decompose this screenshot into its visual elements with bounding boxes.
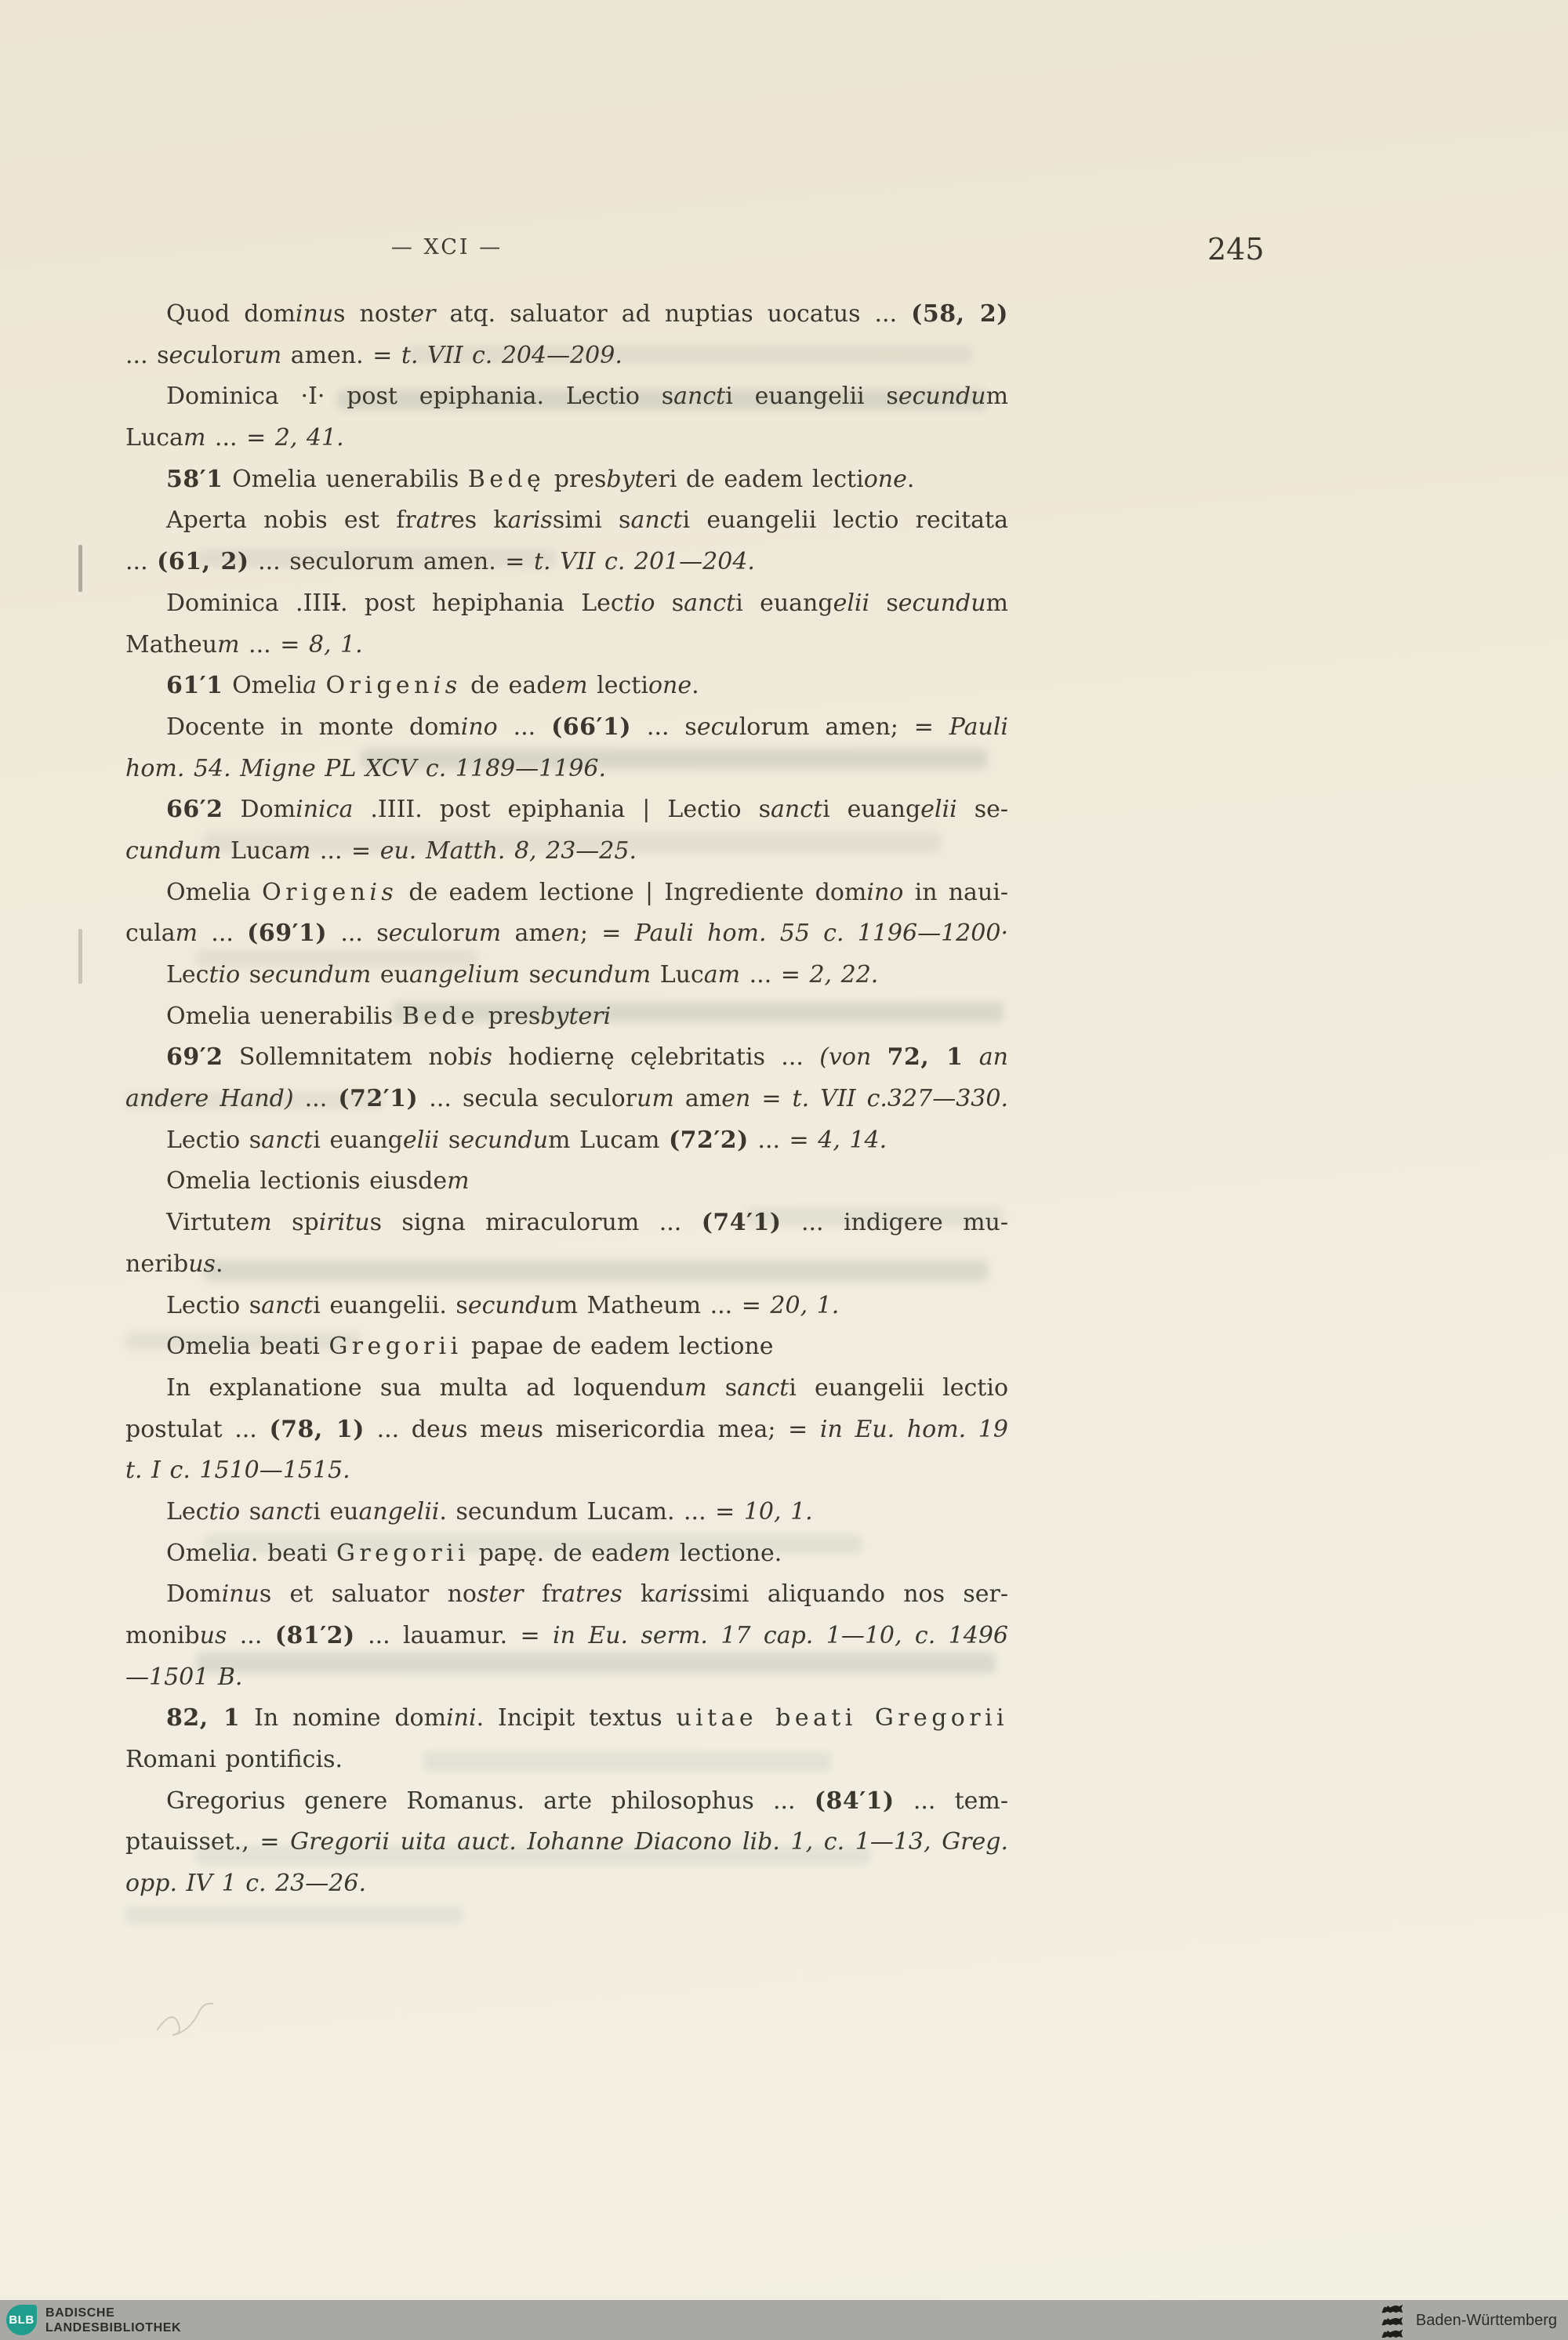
text-line: Dominus et saluator noster fratres karissimi aliquando nos ser-	[166, 1580, 1008, 1609]
text-line: Aperta nobis est fratres karissimi sancti euangelii lectio recitata	[166, 506, 1008, 535]
text-line: cundum Lucam ... = eu. Matth. 8, 23—25.	[125, 836, 637, 865]
text-line: Dominica .IIII. post hepiphania Lectio sancti euangelii secundum	[166, 589, 1008, 617]
text-line: Quod dominus noster atq. saluator ad nuptias uocatus ... (58, 2)	[166, 300, 1008, 328]
baden-wuerttemberg-logo	[1380, 2303, 1557, 2338]
text-line: —1501 B.	[125, 1663, 243, 1691]
text-line: Lectio sancti euangelii. secundum Matheum ... = 20, 1.	[166, 1291, 840, 1319]
blb-logo	[6, 2305, 37, 2335]
text-line: opp. IV 1 c. 23—26.	[125, 1870, 366, 1898]
text-line: Docente in monte domino ... (66′1) ... seculorum amen; = Pauli	[166, 713, 1008, 741]
text-line: ptauisset., = Gregorii uita auct. Iohanne Diacono lib. 1, c. 1—13, Greg.	[125, 1828, 1008, 1856]
text-line: ... (61, 2) ... seculorum amen. = t. VII c. 201—204.	[125, 548, 755, 576]
page-gutter-mark	[78, 929, 82, 984]
text-line: culam ... (69′1) ... seculorum amen; = Pauli hom. 55 c. 1196—1200·	[125, 920, 1008, 948]
text-line: Gregorius genere Romanus. arte philosophus ... (84′1) ... tem-	[166, 1787, 1008, 1815]
footer-bar	[0, 2300, 1568, 2340]
state-name: Baden-Württemberg	[1415, 2311, 1557, 2329]
text-line: Omelia Origenis de eadem lectione | Ingrediente domino in naui-	[166, 878, 1008, 906]
text-line: andere Hand) ... (72′1) ... secula seculorum amen = t. VII c.327—330.	[125, 1085, 1008, 1113]
text-line: In explanatione sua multa ad loquendum sancti euangelii lectio	[166, 1373, 1008, 1402]
bleed-through-mark	[125, 1906, 463, 1924]
text-line: 82, 1 In nomine domini. Incipit textus uitae beati Gregorii	[166, 1704, 1008, 1732]
blb-logo-label: BLB	[9, 2313, 34, 2327]
page-number: 245	[1207, 232, 1265, 267]
text-line: t. I c. 1510—1515.	[125, 1457, 350, 1485]
text-line: Lectio sancti euangelii. secundum Lucam. ... = 10, 1.	[166, 1497, 813, 1526]
text-line: 69′2 Sollemnitatem nobis hodiernę cęlebritatis ... (von 72, 1 an	[166, 1043, 1008, 1072]
text-line: Virtutem spiritus signa miraculorum ... (74′1) ... indigere mu-	[166, 1209, 1008, 1237]
text-line: postulat ... (78, 1) ... deus meus misericordia mea; = in Eu. hom. 19	[125, 1415, 1008, 1443]
text-line: Lectio secundum euangelium secundum Lucam ... = 2, 22.	[166, 961, 879, 989]
text-line: neribus.	[125, 1250, 223, 1278]
text-line: monibus ... (81′2) ... lauamur. = in Eu. serm. 17 cap. 1—10, c. 1496	[125, 1622, 1008, 1649]
text-line: 61′1 Omelia Origenis de eadem lectione.	[166, 672, 699, 700]
text-line: Omelia uenerabilis Bede presbyteri	[166, 1002, 612, 1030]
text-line: Dominica ·I· post epiphania. Lectio sancti euangelii secundum	[166, 383, 1008, 411]
text-line: Omelia. beati Gregorii papę. de eadem lectione.	[166, 1539, 782, 1567]
text-line: 58′1 Omelia uenerabilis Bedę presbyteri de eadem lectione.	[166, 465, 915, 493]
text-line: Matheum ... = 8, 1.	[125, 630, 363, 658]
text-line: Lectio sancti euangelii secundum Lucam (72′2) ... = 4, 14.	[166, 1126, 887, 1154]
library-name-line1: BADISCHE	[45, 2306, 115, 2320]
text-line: Lucam ... = 2, 41.	[125, 424, 344, 452]
page-text	[125, 294, 1008, 1905]
baden-wuerttemberg-lions-icon	[1380, 2303, 1406, 2338]
text-line: 66′2 Dominica .IIII. post epiphania | Lectio sancti euangelii se-	[166, 796, 1008, 824]
text-line: Romani pontificis.	[125, 1746, 343, 1774]
text-line: hom. 54. Migne PL XCV c. 1189—1196.	[125, 754, 607, 782]
library-name	[45, 2306, 181, 2335]
running-head: — XCI —	[390, 235, 503, 259]
pencil-mark	[149, 1975, 243, 2046]
page-gutter-mark	[78, 545, 82, 592]
text-line: ... seculorum amen. = t. VII c. 204—209.	[125, 341, 622, 369]
text-line: Omelia lectionis eiusdem	[166, 1167, 470, 1195]
library-name-line2: LANDESBIBLIOTHEK	[45, 2321, 182, 2335]
text-line: Omelia beati Gregorii papae de eadem lectione	[166, 1333, 774, 1361]
